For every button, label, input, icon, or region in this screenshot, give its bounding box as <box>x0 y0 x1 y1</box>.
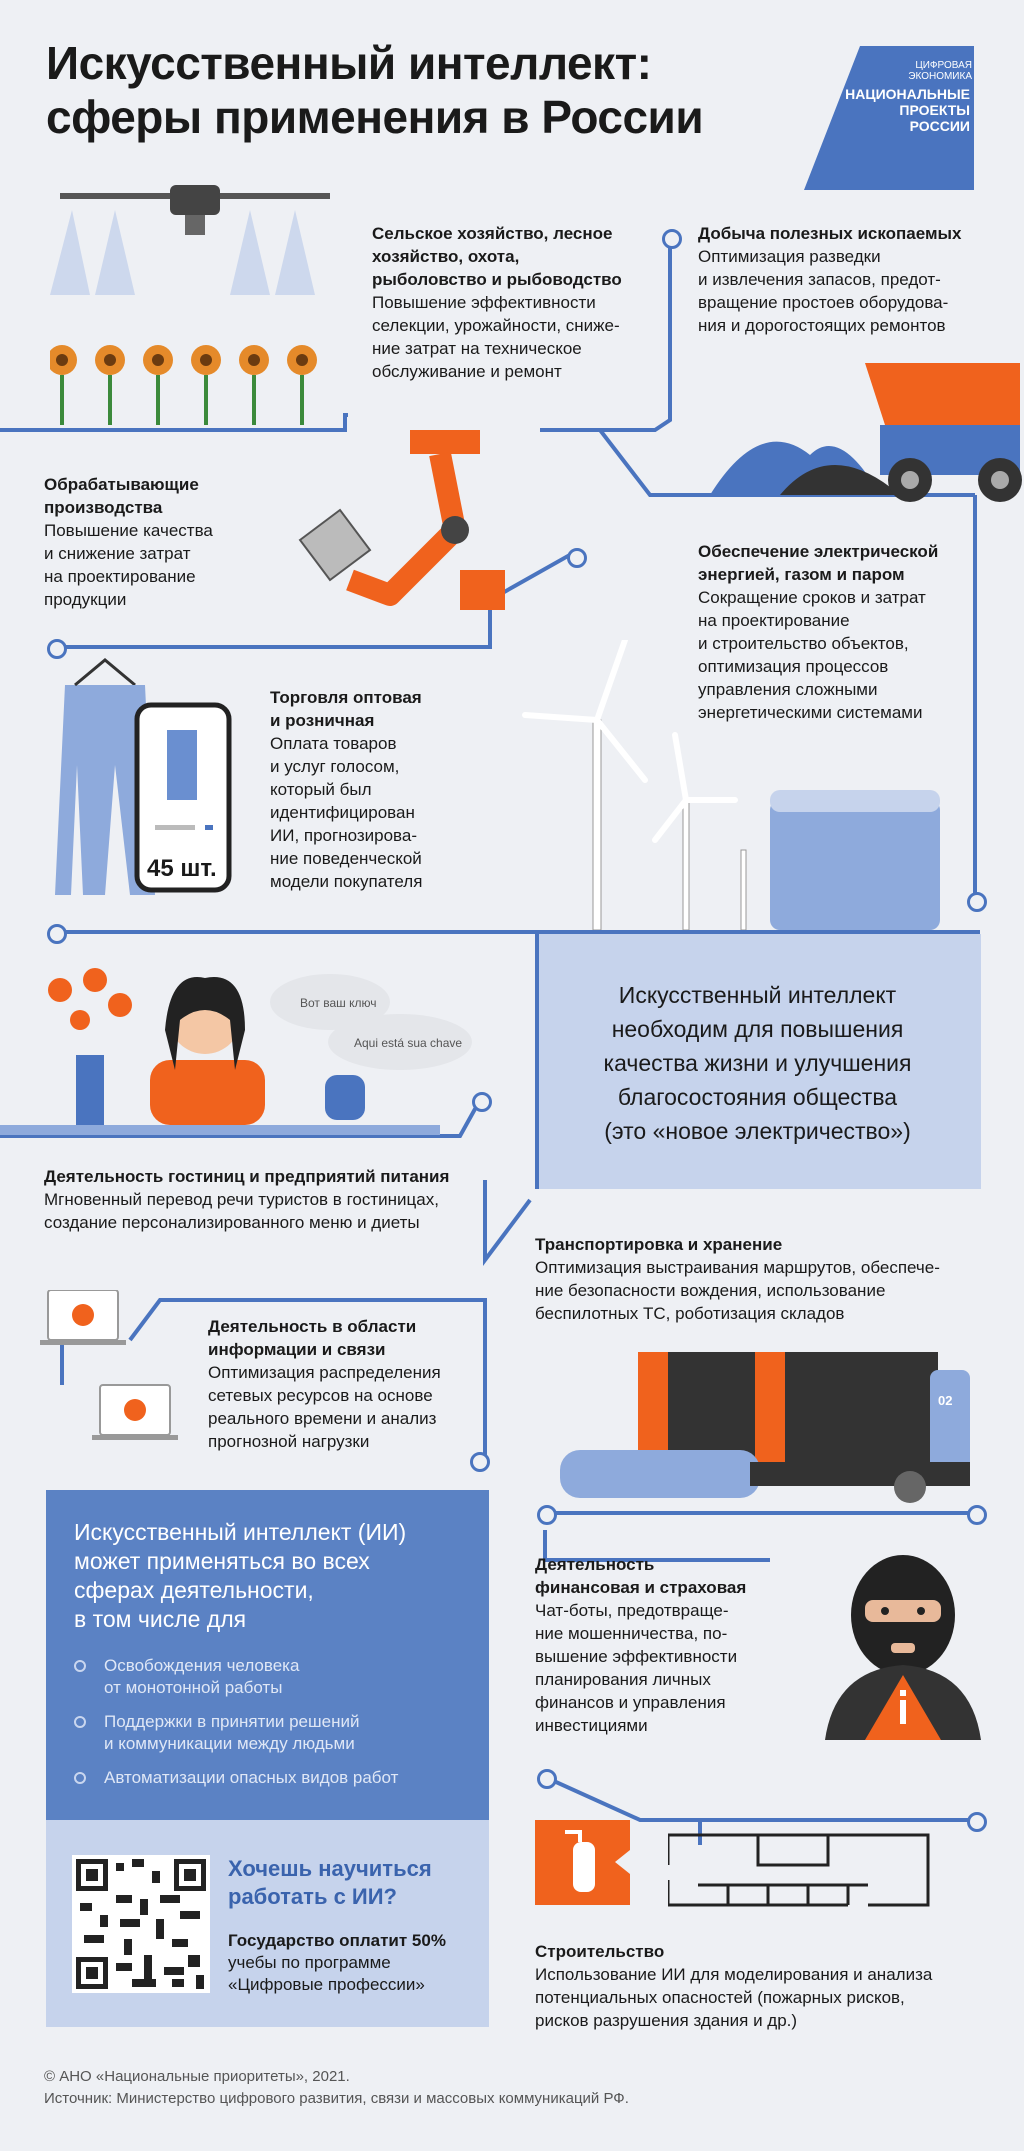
ai-bullet-2-l2: и коммуникации между людьми <box>104 1734 355 1753</box>
mining-text-4: ния и дорогостоящих ремонтов <box>698 316 946 335</box>
finance-text-4: планирования личных <box>535 1670 711 1689</box>
ai-box-line-1: Искусственный интеллект (ИИ) <box>74 1519 407 1545</box>
bullet-icon <box>74 1772 86 1784</box>
agriculture-title-1: Сельское хозяйство, лесное <box>372 224 613 243</box>
manufacturing-text-4: продукции <box>44 590 127 609</box>
section-manufacturing <box>44 473 264 611</box>
it-text-2: сетевых ресурсов на основе <box>208 1386 433 1405</box>
construction-text-3: рисков разрушения здания и др.) <box>535 2011 798 2030</box>
trade-text-7: модели покупателя <box>270 872 423 891</box>
quote-line-5: (это «новое электричество») <box>604 1118 911 1144</box>
logo-big-2: ПРОЕКТЫ <box>899 102 970 118</box>
energy-text-5: управления сложными <box>698 680 878 699</box>
connector-dot <box>470 1452 490 1472</box>
fire-extinguisher-icon <box>535 1820 630 1905</box>
trade-text-2: и услуг голосом, <box>270 757 400 776</box>
it-text-3: реального времени и анализ <box>208 1409 437 1428</box>
finance-text-2: ние мошенничества, по- <box>535 1624 728 1643</box>
learn-text-3: «Цифровые профессии» <box>228 1975 425 1994</box>
ai-box-heading <box>74 1518 474 1634</box>
learn-text-1: Государство оплатит 50% <box>228 1931 446 1950</box>
hotel-text-2: создание персонализированного меню и диеты <box>44 1213 420 1232</box>
trade-text-1: Оплата товаров <box>270 734 397 753</box>
construction-text-1: Использование ИИ для моделирования и анализа <box>535 1965 933 1984</box>
section-finance <box>535 1553 795 1737</box>
manufacturing-title-2: производства <box>44 498 163 517</box>
connector-dot <box>537 1769 557 1789</box>
mining-text-3: вращение простоев оборудова- <box>698 293 949 312</box>
finance-text-5: финансов и управления <box>535 1693 726 1712</box>
agriculture-title-3: рыболовство и рыбоводство <box>372 270 622 289</box>
connector-dot <box>537 1505 557 1525</box>
mining-text-2: и извлечения запасов, предот- <box>698 270 941 289</box>
trade-title-2: и розничная <box>270 711 375 730</box>
phone-count: 45 шт. <box>147 855 217 882</box>
section-hotel <box>44 1165 514 1234</box>
drone-sunflowers-illustration <box>50 185 340 430</box>
agriculture-text-1: Повышение эффективности <box>372 293 596 312</box>
quote-line-4: благосостояния общества <box>617 1084 898 1110</box>
transport-text-1: Оптимизация выстраивания маршрутов, обеспече- <box>535 1258 940 1277</box>
ai-box-bullets <box>74 1655 474 1789</box>
manufacturing-text-1: Повышение качества <box>44 521 213 540</box>
hotel-text-1: Мгновенный перевод речи туристов в гостиницах, <box>44 1190 439 1209</box>
ai-box-line-4: в том числе для <box>74 1606 247 1632</box>
ai-bullet-3-l1: Автоматизации опасных видов работ <box>104 1768 399 1787</box>
wind-turbines-illustration <box>505 640 965 930</box>
ai-bullet-3 <box>74 1767 474 1789</box>
dump-truck-illustration <box>690 355 1024 505</box>
title-line-1: Искусственный интеллект: <box>46 37 652 89</box>
floor-plan-illustration <box>668 1825 938 1915</box>
finance-text-3: вышение эффективности <box>535 1647 738 1666</box>
bullet-icon <box>74 1716 86 1728</box>
construction-text-2: потенциальных опасностей (пожарных рисков, <box>535 1988 905 2007</box>
section-it <box>208 1315 478 1453</box>
hotel-illustration <box>0 960 480 1140</box>
connector-dot <box>967 1812 987 1832</box>
transport-text-2: ние безопасности вождения, использование <box>535 1281 886 1300</box>
energy-text-6: энергетическими системами <box>698 703 923 722</box>
title-line-2: сферы применения в России <box>46 91 704 143</box>
trade-text-5: ИИ, прогнозирова- <box>270 826 418 845</box>
truck-label: 02 <box>938 1393 953 1408</box>
manufacturing-text-3: на проектирование <box>44 567 196 586</box>
it-title-1: Деятельность в области <box>208 1317 417 1336</box>
footer <box>44 2066 629 2110</box>
connector-dot <box>967 1505 987 1525</box>
quote-line-2: необходим для повышения <box>611 1016 904 1042</box>
section-agriculture <box>372 222 662 383</box>
agriculture-text-3: ние затрат на техническое <box>372 339 582 358</box>
ai-box-line-3: сферах деятельности, <box>74 1577 314 1603</box>
speech-bubble-1: Вот ваш ключ <box>300 996 377 1010</box>
connector-dot <box>47 924 67 944</box>
learn-text-2: учебы по программе <box>228 1953 391 1972</box>
ai-bullet-1 <box>74 1655 474 1699</box>
bullet-icon <box>74 1660 86 1672</box>
learn-title-1: Хочешь научиться <box>228 1856 432 1881</box>
it-text-1: Оптимизация распределения <box>208 1363 441 1382</box>
mining-title: Добыча полезных ископаемых <box>698 224 962 243</box>
finance-text-1: Чат-боты, предотвраще- <box>535 1601 729 1620</box>
trade-title-1: Торговля оптовая <box>270 688 422 707</box>
it-title-2: информации и связи <box>208 1340 386 1359</box>
laptops-illustration <box>40 1290 190 1450</box>
agriculture-text-4: обслуживание и ремонт <box>372 362 562 381</box>
learn-title-2: работать с ИИ? <box>228 1884 397 1909</box>
footer-copyright: © АНО «Национальные приоритеты», 2021. <box>44 2068 350 2085</box>
mining-text-1: Оптимизация разведки <box>698 247 881 266</box>
ai-bullet-2 <box>74 1711 474 1755</box>
finance-text-6: инвестициями <box>535 1716 648 1735</box>
quote-line-1: Искусственный интеллект <box>618 982 897 1008</box>
transport-title: Транспортировка и хранение <box>535 1235 783 1254</box>
energy-text-3: и строительство объектов, <box>698 634 909 653</box>
logo-small-text: ЦИФРОВАЯ ЭКОНОМИКА <box>908 60 972 82</box>
connector-dot <box>662 229 682 249</box>
energy-title-1: Обеспечение электрической <box>698 542 939 561</box>
energy-text-1: Сокращение сроков и затрат <box>698 588 926 607</box>
finance-title-1: Деятельность <box>535 1555 655 1574</box>
trade-text-3: который был <box>270 780 372 799</box>
quote-text <box>540 978 975 1148</box>
section-mining <box>698 222 998 337</box>
section-construction <box>535 1940 995 2032</box>
connector-dot <box>567 548 587 568</box>
robot-arm-illustration <box>280 420 510 620</box>
trade-text-4: идентифицирован <box>270 803 415 822</box>
thief-illustration <box>815 1555 995 1740</box>
ai-box-line-2: может применяться во всех <box>74 1548 370 1574</box>
ai-bullet-2-l1: Поддержки в принятии решений <box>104 1712 360 1731</box>
energy-text-2: на проектирование <box>698 611 850 630</box>
hotel-title: Деятельность гостиниц и предприятий питания <box>44 1167 450 1186</box>
trade-text-6: ние поведенческой <box>270 849 422 868</box>
energy-title-2: энергией, газом и паром <box>698 565 905 584</box>
agriculture-text-2: селекции, урожайности, сниже- <box>372 316 620 335</box>
manufacturing-text-2: и снижение затрат <box>44 544 191 563</box>
connector-dot <box>967 892 987 912</box>
qr-code-icon[interactable] <box>72 1855 210 1993</box>
logo-big-1: НАЦИОНАЛЬНЫЕ <box>845 86 970 102</box>
truck-illustration <box>560 1350 980 1505</box>
energy-text-4: оптимизация процессов <box>698 657 889 676</box>
agriculture-title-2: хозяйство, охота, <box>372 247 520 266</box>
section-trade <box>270 686 470 893</box>
manufacturing-title-1: Обрабатывающие <box>44 475 199 494</box>
section-transport <box>535 1233 995 1325</box>
ai-bullet-1-l1: Освобождения человека <box>104 1656 300 1675</box>
footer-source: Источник: Министерство цифрового развития, связи и массовых коммуникаций РФ. <box>44 2090 629 2107</box>
it-text-4: прогнозной нагрузки <box>208 1432 370 1451</box>
finance-title-2: финансовая и страховая <box>535 1578 747 1597</box>
speech-bubble-2: Aqui está sua chave <box>354 1036 463 1050</box>
learn-title <box>228 1855 432 1911</box>
construction-title: Строительство <box>535 1942 665 1961</box>
quote-line-3: качества жизни и улучшения <box>603 1050 912 1076</box>
ai-bullet-1-l2: от монотонной работы <box>104 1678 283 1697</box>
logo-big-3: РОССИИ <box>909 118 970 134</box>
learn-text <box>228 1930 446 1996</box>
transport-text-3: беспилотных ТС, роботизация складов <box>535 1304 845 1323</box>
